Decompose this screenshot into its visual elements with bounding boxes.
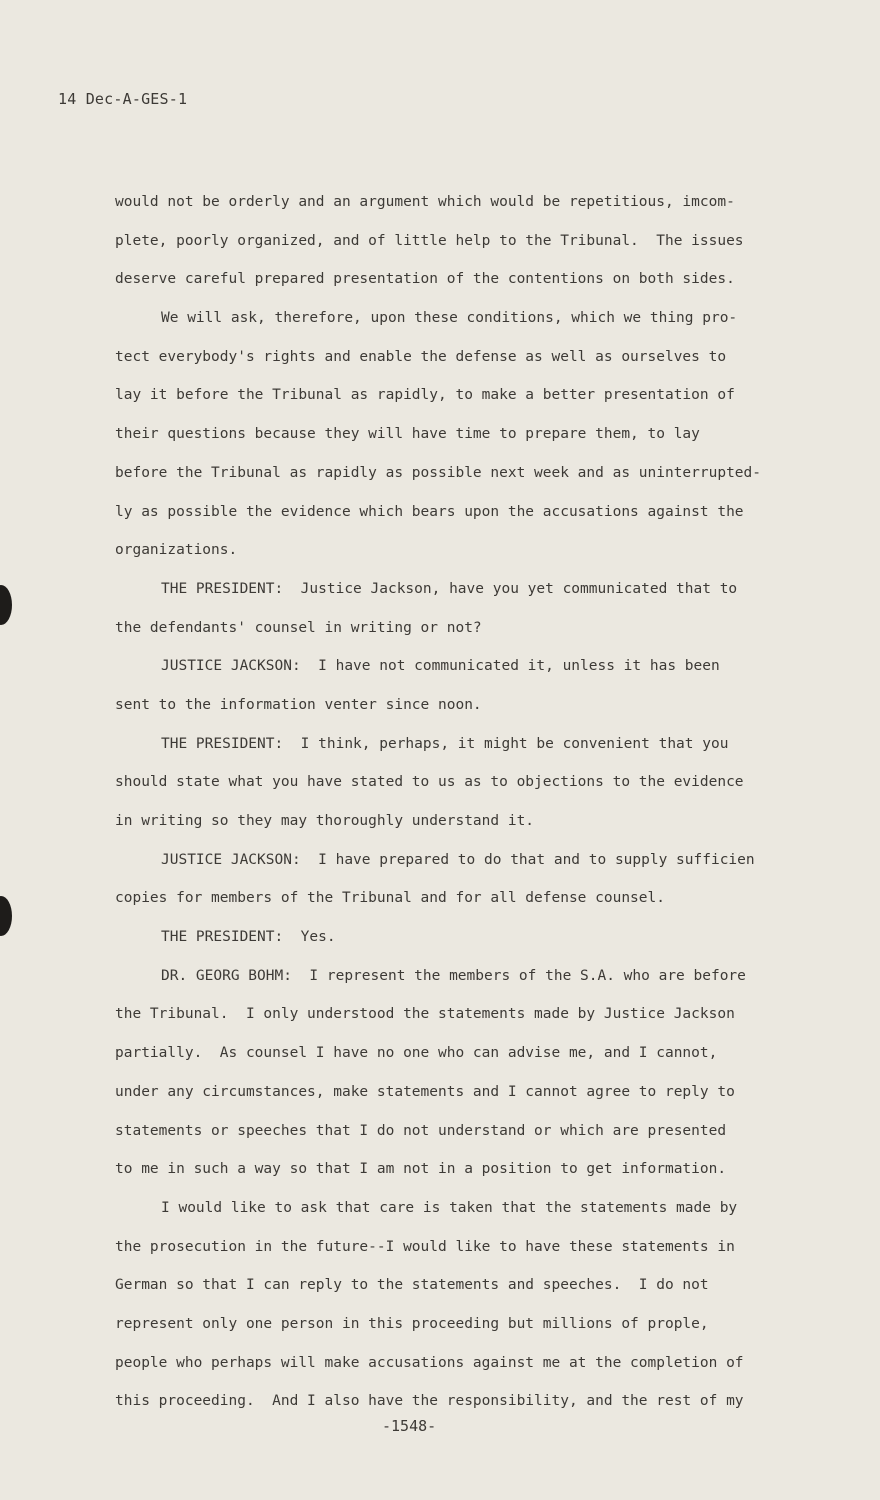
transcript-line: under any circumstances, make statements and I cannot agree to reply to [115, 1083, 735, 1100]
transcript-line: to me in such a way so that I am not in a position to get information. [115, 1161, 727, 1178]
transcript-body [115, 183, 820, 1421]
transcript-line: organizations. [115, 542, 238, 559]
transcript-line: We will ask, therefore, upon these conditions, which we thing pro- [161, 310, 738, 327]
transcript-line: lay it before the Tribunal as rapidly, to make a better presentation of [115, 387, 735, 404]
transcript-line: THE PRESIDENT: Yes. [161, 929, 336, 946]
transcript-line: THE PRESIDENT: I think, perhaps, it might be convenient that you [161, 735, 729, 752]
transcript-line: tect everybody's rights and enable the defense as well as ourselves to [115, 348, 727, 365]
transcript-line: THE PRESIDENT: Justice Jackson, have you yet communicated that to [161, 580, 738, 597]
transcript-line: their questions because they will have time to prepare them, to lay [115, 426, 700, 443]
transcript-line: this proceeding. And I also have the responsibility, and the rest of my [115, 1393, 744, 1410]
punch-hole-bottom [0, 896, 12, 936]
punch-hole-top [0, 585, 12, 625]
transcript-line: DR. GEORG BOHM: I represent the members of the S.A. who are before [161, 967, 746, 984]
transcript-line: JUSTICE JACKSON: I have not communicated it, unless it has been [161, 658, 720, 675]
transcript-line: ly as possible the evidence which bears upon the accusations against the [115, 503, 744, 520]
transcript-line: partially. As counsel I have no one who can advise me, and I cannot, [115, 1045, 718, 1062]
transcript-line: sent to the information venter since noon. [115, 696, 482, 713]
transcript-line: the Tribunal. I only understood the statements made by Justice Jackson [115, 1006, 735, 1023]
page-number: -1548- [382, 1417, 437, 1435]
transcript-line: JUSTICE JACKSON: I have prepared to do that and to supply sufficien [161, 851, 755, 868]
transcript-line: I would like to ask that care is taken that the statements made by [161, 1199, 738, 1216]
transcript-line: in writing so they may thoroughly understand it. [115, 813, 535, 829]
transcript-line: the defendants' counsel in writing or not? [115, 619, 482, 636]
transcript-line: German so that I can reply to the statements and speeches. I do not [115, 1277, 709, 1294]
document-code: 14 Dec-A-GES-1 [58, 90, 188, 108]
transcript-line: represent only one person in this proceeding but millions of prople, [115, 1315, 709, 1332]
transcript-line: would not be orderly and an argument which would be repetitious, imcom- [115, 194, 735, 210]
transcript-line: people who perhaps will make accusations against me at the completion of [115, 1354, 744, 1371]
transcript-line: deserve careful prepared presentation of the contentions on both sides. [115, 271, 735, 288]
transcript-line: the prosecution in the future--I would like to have these statements in [115, 1238, 735, 1255]
transcript-line: should state what you have stated to us as to objections to the evidence [115, 774, 744, 791]
transcript-line: statements or speeches that I do not understand or which are presented [115, 1122, 727, 1139]
transcript-line: plete, poorly organized, and of little help to the Tribunal. The issues [115, 232, 744, 249]
transcript-line: copies for members of the Tribunal and for all defense counsel. [115, 890, 665, 907]
transcript-line: before the Tribunal as rapidly as possible next week and as uninterrupted- [115, 464, 762, 481]
